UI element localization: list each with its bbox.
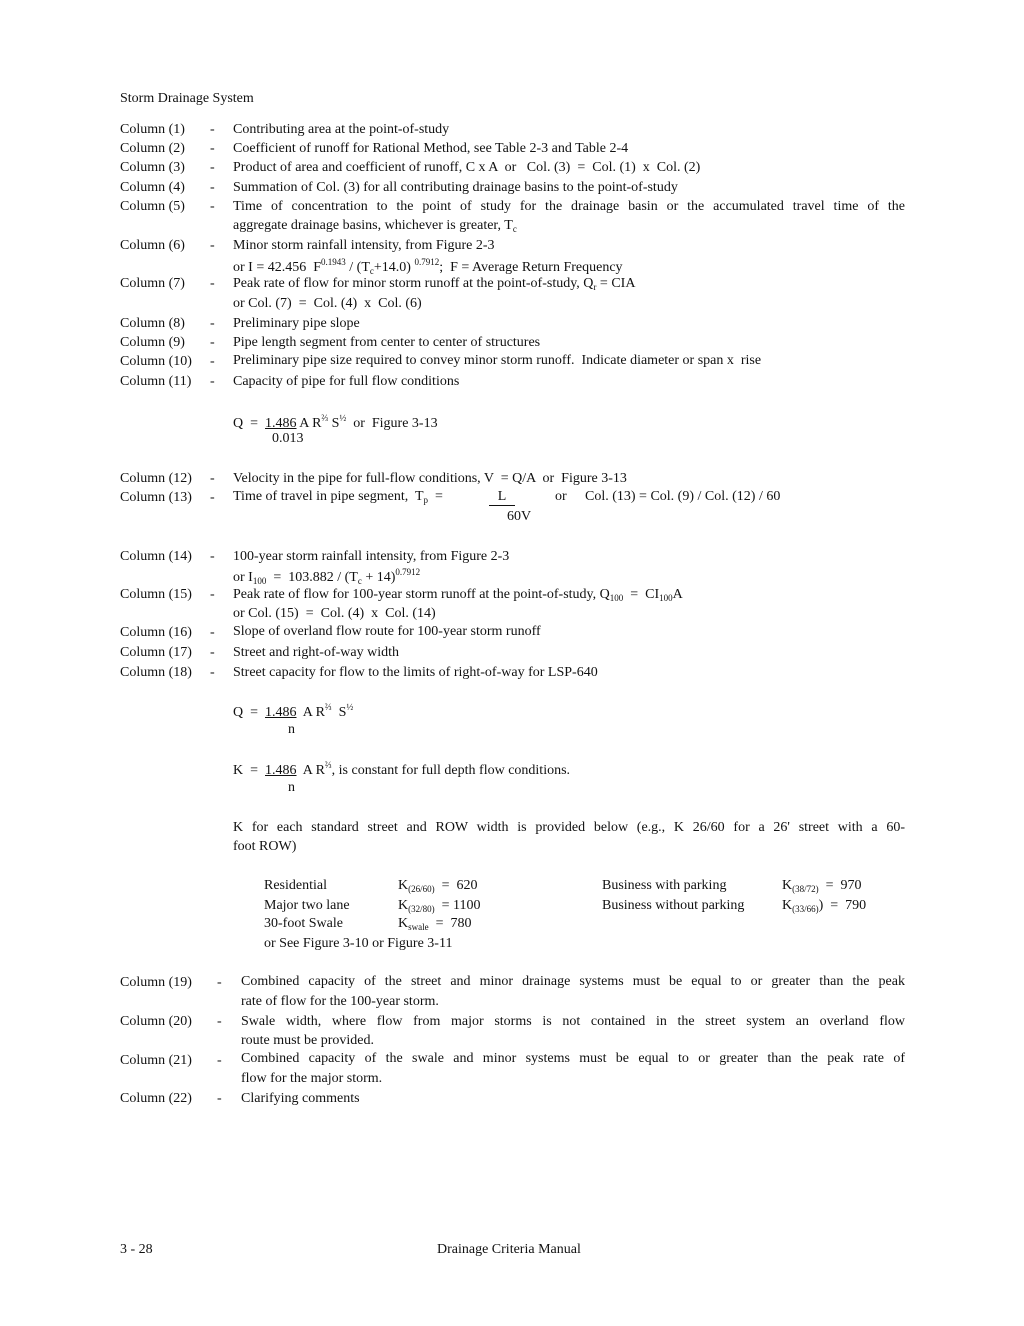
dash: - <box>217 1014 222 1029</box>
k-table-name: Business with parking <box>602 878 727 893</box>
k-table-name: Business without parking <box>602 898 745 913</box>
column-label: Column (6) <box>120 238 185 253</box>
pipe-equation-denominator: 0.013 <box>272 431 304 446</box>
column-description: Preliminary pipe slope <box>233 316 360 331</box>
column-description: Contributing area at the point-of-study <box>233 122 450 137</box>
k-table-note: or See Figure 3-10 or Figure 3-11 <box>264 936 453 951</box>
column-label: Column (13) <box>120 490 192 505</box>
column-description: Summation of Col. (3) for all contributing drainage basins to the point-of-study <box>233 180 678 195</box>
column-label: Column (3) <box>120 160 185 175</box>
or-text: or <box>555 489 567 504</box>
dash: - <box>210 316 215 331</box>
intensity-formula: or I = 42.456 $F^{0.1943} / (T_c+14.0)$ $^{0.7912}$; F = Average Return Frequency <box>233 257 623 276</box>
column-description: Peak rate of flow for 100-year storm runoff at the point-of-study, $Q_{100} = CI_{100}A$ <box>233 587 683 603</box>
dash: - <box>210 665 215 680</box>
k-table-value: $K_{(38/72)} = 970$ <box>782 878 862 894</box>
column-label: Column (10) <box>120 354 192 369</box>
dash: - <box>210 549 215 564</box>
column-label: Column (11) <box>120 374 192 389</box>
dash: - <box>217 975 222 990</box>
dash: - <box>217 1091 222 1106</box>
dash: - <box>210 471 215 486</box>
dash: - <box>217 1053 222 1068</box>
column-description: Product of area and coefficient of runoff, C x A or Col. (3) = Col. (1) x Col. (2) <box>233 160 701 175</box>
column-label: Column (18) <box>120 665 192 680</box>
column-description: Peak rate of flow for minor storm runoff at the point-of-study, $Q_r$ = CIA <box>233 276 636 292</box>
column-description: Combined capacity of the street and minor drainage systems must be equal to or greater than the peak <box>241 974 905 989</box>
dash: - <box>210 490 215 505</box>
column-description-cont: rate of flow for the 100-year storm. <box>241 994 439 1009</box>
page-number: 3 - 28 <box>120 1242 153 1257</box>
column-description: Pipe length segment from center to center of structures <box>233 335 541 350</box>
column-description: Street and right-of-way width <box>233 645 400 660</box>
pipe-capacity-equation: Q = 1.486 A $R^{\frac{2}{3}}$ $S^{\frac{1}{2}}$ or Figure 3-13 <box>233 413 438 431</box>
k-table-value: $K_{(32/80)} = 1100$ <box>398 898 481 914</box>
dash: - <box>210 238 215 253</box>
street-equation-denominator: n <box>288 722 295 737</box>
intensity-formula-100: or $I_{100} = 103.882 / (T_c + 14)^{0.7912}$ <box>233 567 421 586</box>
column-description: Swale width, where flow from major storms is not contained in the street system an overland flow <box>241 1014 905 1029</box>
column-description-cont: or Col. (15) = Col. (4) x Col. (14) <box>233 606 436 621</box>
column-label: Column (5) <box>120 199 185 214</box>
dash: - <box>210 276 215 291</box>
column-label: Column (9) <box>120 335 185 350</box>
column-description: Time of concentration to the point of study for the drainage basin or the accumulated travel time of the <box>233 199 905 214</box>
dash: - <box>210 645 215 660</box>
column-label: Column (22) <box>120 1091 192 1106</box>
street-k-equation: K = 1.486 A $R^{\frac{2}{3}}$, is constant for full depth flow conditions. <box>233 760 571 778</box>
column-label: Column (14) <box>120 549 192 564</box>
footer-title: Drainage Criteria Manual <box>437 1242 581 1257</box>
dash: - <box>210 625 215 640</box>
column-description: Coefficient of runoff for Rational Method, see Table 2-3 and Table 2-4 <box>233 141 629 156</box>
travel-time-alt: Col. (13) = Col. (9) / Col. (12) / 60 <box>585 489 781 504</box>
column-label: Column (4) <box>120 180 185 195</box>
k-table-value: $K_{swale} = 780$ <box>398 916 472 932</box>
column-description: Combined capacity of the swale and minor systems must be equal to or greater than the peak rate of <box>241 1051 905 1066</box>
k-table-name: Major two lane <box>264 898 350 913</box>
column-description: Preliminary pipe size required to convey minor storm runoff. Indicate diameter or span x rise <box>233 353 762 368</box>
k-table-name: 30-foot Swale <box>264 916 343 931</box>
dash: - <box>210 354 215 369</box>
column-description-cont: route must be provided. <box>241 1033 374 1048</box>
column-label: Column (1) <box>120 122 185 137</box>
column-description: Clarifying comments <box>241 1091 360 1106</box>
dash: - <box>210 374 215 389</box>
column-description: 100-year storm rainfall intensity, from Figure 2-3 <box>233 549 510 564</box>
k-table-value: $K_{(33/66)}) = 790$ <box>782 898 867 914</box>
dash: - <box>210 180 215 195</box>
dash: - <box>210 335 215 350</box>
column-description-cont: flow for the major storm. <box>241 1071 383 1086</box>
k-equation-denominator: n <box>288 780 295 795</box>
column-label: Column (12) <box>120 471 192 486</box>
travel-time-numerator: L <box>489 489 515 506</box>
street-capacity-equation: Q = 1.486 A $R^{\frac{2}{3}}$ $S^{\frac{1}{2}}$ <box>233 702 354 720</box>
column-description: Time of travel in pipe segment, $T_p$ = <box>233 489 443 505</box>
column-description: Capacity of pipe for full flow conditions <box>233 374 460 389</box>
k-intro: K for each standard street and ROW width is provided below (e.g., K 26/60 for a 26' street with a 60- <box>233 820 905 835</box>
k-table-value: $K_{(26/60)} = 620$ <box>398 878 478 894</box>
dash: - <box>210 141 215 156</box>
column-label: Column (19) <box>120 975 192 990</box>
dash: - <box>210 587 215 602</box>
column-label: Column (15) <box>120 587 192 602</box>
column-description: Minor storm rainfall intensity, from Figure 2-3 <box>233 238 495 253</box>
section-heading: Storm Drainage System <box>120 91 254 106</box>
column-label: Column (2) <box>120 141 185 156</box>
column-label: Column (7) <box>120 276 185 291</box>
k-intro-cont: foot ROW) <box>233 839 297 854</box>
column-description-cont: or Col. (7) = Col. (4) x Col. (6) <box>233 296 422 311</box>
column-label: Column (21) <box>120 1053 192 1068</box>
k-table-name: Residential <box>264 878 327 893</box>
column-description: Velocity in the pipe for full-flow conditions, V = Q/A or Figure 3-13 <box>233 471 627 486</box>
column-label: Column (17) <box>120 645 192 660</box>
travel-time-denominator: 60V <box>507 509 532 524</box>
dash: - <box>210 122 215 137</box>
column-description: Slope of overland flow route for 100-year storm runoff <box>233 624 541 639</box>
dash: - <box>210 160 215 175</box>
dash: - <box>210 199 215 214</box>
column-description: Street capacity for flow to the limits of right-of-way for LSP-640 <box>233 665 598 680</box>
column-label: Column (20) <box>120 1014 192 1029</box>
column-label: Column (16) <box>120 625 192 640</box>
column-label: Column (8) <box>120 316 185 331</box>
column-description-cont: aggregate drainage basins, whichever is greater, $T_c$ <box>233 218 517 234</box>
